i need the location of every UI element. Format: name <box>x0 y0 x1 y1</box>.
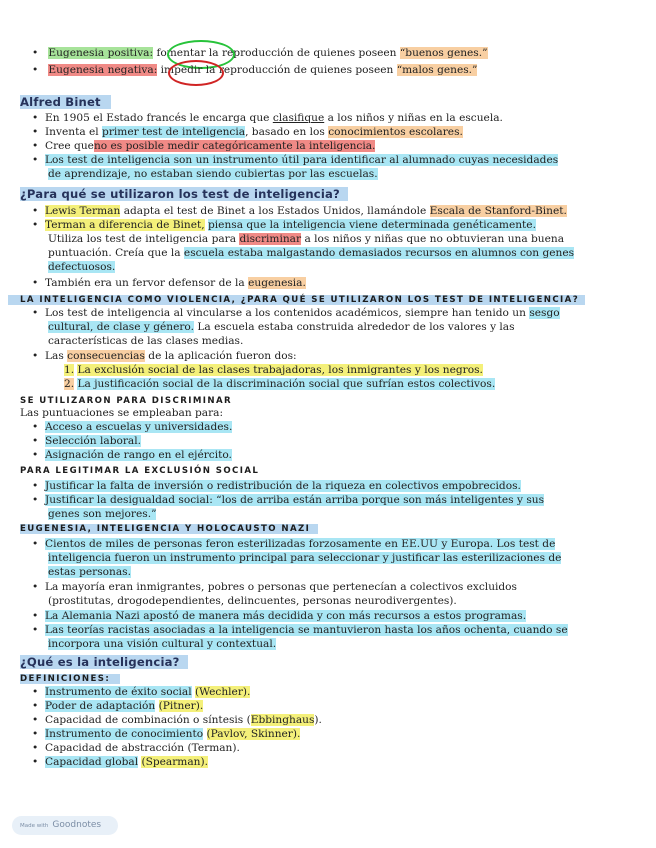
legitimar-bullet-2: • Justificar la desigualdad social: “los de arriba están arriba porque son más inteligentes y sus <box>32 494 545 506</box>
bullet-eugenesia-positiva <box>32 47 488 60</box>
nazi-bullet-1-line3: estas personas. <box>48 566 131 578</box>
quote-malos-genes: “malos genes.” <box>396 64 478 76</box>
violencia-bullet-2: • Las consecuencias de la aplicación fueron dos: <box>32 350 297 362</box>
bullet-eugenesia-negativa <box>32 64 477 77</box>
label-negativa: Eugenesia negativa: <box>48 64 158 76</box>
label-positiva: Eugenesia positiva: <box>48 47 154 59</box>
verb-fomentar: fomentar <box>156 47 206 59</box>
bullet-dot: • <box>32 64 39 76</box>
heading-alfred-binet: Alfred Binet <box>20 96 111 109</box>
definicion-2: • Poder de adaptación (Pitner). <box>32 700 204 712</box>
nazi-bullet-2-line2: (prostitutas, drogodependientes, delincuentes, personas neurodivergentes). <box>48 595 457 607</box>
definicion-1: • Instrumento de éxito social (Wechler). <box>32 686 251 698</box>
para-que-bullet-2-line2: Utiliza los test de inteligencia para discriminar a los niños y niñas que no obtuvieran una buena <box>48 233 565 245</box>
binet-bullet-4-cont: de aprendizaje, no estaban siendo cubiertas por las escuelas. <box>48 168 378 180</box>
red-circle-annotation <box>168 60 224 86</box>
subheading-definiciones: DEFINICIONES: <box>20 673 120 686</box>
made-with-label: Made with <box>20 823 49 829</box>
heading-que-es: ¿Qué es la inteligencia? <box>20 656 188 669</box>
verb-impedir: impedir <box>160 64 203 76</box>
heading-discriminar: SE UTILIZARON PARA DISCRIMINAR <box>20 396 233 406</box>
goodnotes-badge <box>12 816 118 835</box>
para-que-bullet-2-line3: puntuación. Creía que la escuela estaba malgastando demasiados recursos en alumnos con genes <box>48 247 575 259</box>
nazi-bullet-1-line2: inteligencia fueron un instrumento principal para seleccionar y justificar las esterilizaciones de <box>48 552 562 564</box>
binet-bullet-3: • Cree queno es posible medir categóricamente la inteligencia. <box>32 140 376 152</box>
goodnotes-logo-text: Goodnotes <box>52 820 102 830</box>
para-que-bullet-3: • También era un fervor defensor de la eugenesia. <box>32 277 306 289</box>
nazi-bullet-2: • La mayoría eran inmigrantes, pobres o personas que pertenecían a colectivos excluidos <box>32 581 517 593</box>
discriminar-item-1: • Acceso a escuelas y universidades. <box>32 421 233 433</box>
definicion-5: • Capacidad de abstracción (Terman). <box>32 742 240 754</box>
para-que-bullet-2-line4: defectuosos. <box>48 261 116 273</box>
nazi-bullet-3: • La Alemania Nazi apostó de manera más decidida y con más recursos a estos programas. <box>32 610 527 622</box>
binet-bullet-1: • En 1905 el Estado francés le encarga que clasifique a los niños y niñas en la escuela. <box>32 112 503 124</box>
violencia-bullet-1-line3: características de las clases medias. <box>48 335 244 347</box>
nazi-bullet-4: • Las teorías racistas asociadas a la inteligencia se mantuvieron hasta los años ochenta, cuando se <box>32 624 568 636</box>
legitimar-bullet-2-line2: genes son mejores.” <box>48 508 157 520</box>
discriminar-item-3: • Asignación de rango en el ejército. <box>32 449 232 461</box>
binet-bullet-2: • Inventa el primer test de inteligencia, basado en los conocimientos escolares. <box>32 126 463 138</box>
nazi-bullet-1: • Cientos de miles de personas feron esterilizadas forzosamente en EE.UU y Europa. Los test de <box>32 538 556 550</box>
discriminar-intro: Las puntuaciones se empleaban para: <box>20 407 224 419</box>
heading-para-que: ¿Para qué se utilizaron los test de inteligencia? <box>20 188 348 201</box>
violencia-bullet-1: • Los test de inteligencia al vincularse a los contenidos académicos, siempre han tenido un sesgo <box>32 307 560 319</box>
text-negativa: la reproducción de quienes poseen <box>205 64 394 76</box>
violencia-bullet-1-line2: cultural, de clase y género. La escuela estaba construida alrededor de los valores y las <box>48 321 515 333</box>
text-positiva: la reproducción de quienes poseen <box>208 47 397 59</box>
para-que-bullet-1: • Lewis Terman adapta el test de Binet a los Estados Unidos, llamándole Escala de Stanford-Binet. <box>32 205 567 217</box>
heading-violencia: LA INTELIGENCIA COMO VIOLENCIA, ¿PARA QUÉ SE UTILIZARON LOS TEST DE INTELIGENCIA? <box>8 294 585 307</box>
discriminar-item-2: • Selección laboral. <box>32 435 141 447</box>
bullet-dot: • <box>32 47 39 59</box>
binet-bullet-4: • Los test de inteligencia son un instrumento útil para identificar al alumnado cuyas necesidades <box>32 154 559 166</box>
nazi-bullet-4-line2: incorpora una visión cultural y contextual. <box>48 638 277 650</box>
violencia-numbered-1: 1. La exclusión social de las clases trabajadoras, los inmigrantes y los negros. <box>64 364 483 376</box>
violencia-numbered-2: 2. La justificación social de la discriminación social que sufrían estos colectivos. <box>64 378 496 390</box>
quote-buenos-genes: “buenos genes.” <box>399 47 488 59</box>
definicion-6: • Capacidad global (Spearman). <box>32 756 208 768</box>
legitimar-bullet-1: • Justificar la falta de inversión o redistribución de la riqueza en colectivos empobrecidos. <box>32 480 521 492</box>
heading-nazi: EUGENESIA, INTELIGENCIA Y HOLOCAUSTO NAZI <box>20 523 318 536</box>
heading-legitimar: PARA LEGITIMAR LA EXCLUSIÓN SOCIAL <box>20 466 260 476</box>
definicion-4: • Instrumento de conocimiento (Pavlov, Skinner). <box>32 728 301 740</box>
definicion-3: • Capacidad de combinación o síntesis (Ebbinghaus). <box>32 714 322 726</box>
para-que-bullet-2: • Terman a diferencia de Binet, piensa que la inteligencia viene determinada genéticamente. <box>32 219 536 231</box>
